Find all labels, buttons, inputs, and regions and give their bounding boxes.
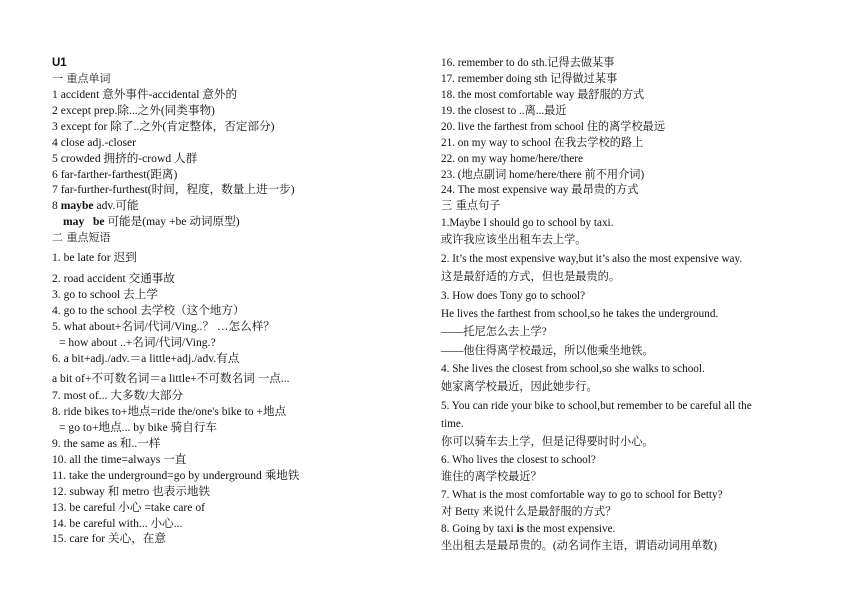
- sentence-line: 对 Betty 来说什么是最舒服的方式？: [441, 506, 617, 518]
- sentence-line: ——托尼怎么去上学?: [441, 326, 547, 338]
- sentence-line: 或许我应该坐出租车去上学。: [441, 234, 587, 246]
- sentence-line: 5. You can ride your bike to school,but remember to be careful all the: [441, 400, 752, 412]
- section-key-phrases: 二 重点短语: [52, 231, 111, 244]
- sentence-line: 她家离学校最近，因此她步行。: [441, 381, 598, 393]
- phrase-item: 12. subway 和 metro 也表示地铁: [52, 485, 211, 498]
- phrase-item: 1. be late for 迟到: [52, 251, 137, 264]
- sentence-line: 你可以骑车去上学，但是记得要时时小心。: [441, 436, 654, 448]
- word-item: 4 close adj.-closer: [52, 136, 137, 149]
- phrase-item: 15. care for 关心，在意: [52, 532, 166, 545]
- word-item: 1 accident 意外事件-accidental 意外的: [52, 88, 238, 101]
- phrase-item: 17. remember doing sth 记得做过某事: [441, 73, 618, 85]
- sentence-line: 这是最舒适的方式，但也是最贵的。: [441, 271, 621, 283]
- sentence-line: 坐出租去是最昂贵的。(动名词作主语，谓语动词用单数): [441, 540, 717, 552]
- phrase-item: 23. (地点副词 home/here/there 前不用介词): [441, 169, 645, 181]
- phrase-item: 3. go to school 去上学: [52, 288, 158, 301]
- sentence-line: 6. Who lives the closest to school?: [441, 454, 596, 466]
- word-item: 5 crowded 拥挤的-crowd 人群: [52, 152, 198, 165]
- phrase-item: 9. the same as 和..一样: [52, 437, 161, 450]
- phrase-item: 6. a bit+adj./adv.＝a little+adj./adv.有点: [52, 352, 240, 365]
- phrase-item: 24. The most expensive way 最昂贵的方式: [441, 184, 639, 196]
- sentence-line: ——他住得离学校最远，所以他乘坐地铁。: [441, 345, 654, 357]
- phrase-item: 14. be careful with... 小心...: [52, 517, 183, 530]
- phrase-item: 11. take the underground=go by underground 乘地铁: [52, 469, 300, 482]
- phrase-item: = go to+地点... by bike 骑自行车: [59, 421, 217, 434]
- phrase-item: 18. the most comfortable way 最舒服的方式: [441, 89, 645, 101]
- sentence-line: 3. How does Tony go to school?: [441, 290, 586, 302]
- word-item: 3 except for 除了..之外(肯定整体，否定部分): [52, 120, 275, 133]
- phrase-item: 19. the closest to ..离...最近: [441, 105, 567, 117]
- phrase-item: 20. live the farthest from school 住的离学校最远: [441, 121, 666, 133]
- phrase-item: 4. go to the school 去学校（这个地方）: [52, 304, 245, 317]
- phrase-item: 16. remember to do sth.记得去做某事: [441, 57, 615, 69]
- phrase-item: 13. be careful 小心 =take care of: [52, 501, 205, 514]
- phrase-item: 21. on my way to school 在我去学校的路上: [441, 137, 644, 149]
- phrase-item: 22. on my way home/here/there: [441, 153, 583, 165]
- sentence-line: 2. It’s the most expensive way,but it’s also the most expensive way.: [441, 253, 743, 265]
- phrase-item: a bit of+不可数名词＝a little+不可数名词 一点...: [52, 372, 290, 385]
- sentence-line: 4. She lives the closest from school,so she walks to school.: [441, 363, 705, 375]
- phrase-item: 7. most of... 大多数/大部分: [52, 389, 184, 402]
- phrase-item: 8. ride bikes to+地点=ride the/one's bike to +地点: [52, 405, 287, 418]
- sentence-line: 1.Maybe I should go to school by taxi.: [441, 217, 614, 229]
- section-key-sentences: 三 重点句子: [441, 199, 501, 212]
- sentence-line: 谁住的离学校最近？: [441, 471, 542, 483]
- unit-heading: U1: [52, 57, 67, 69]
- sentence-line: He lives the farthest from school,so he takes the underground.: [441, 308, 719, 320]
- word-item: 7 far-further-furthest(时间，程度，数量上进一步): [52, 183, 295, 196]
- word-item: 6 far-farther-farthest(距离): [52, 168, 178, 181]
- section-key-words: 一 重点单词: [52, 72, 111, 85]
- phrase-item: 10. all the time=always 一直: [52, 453, 187, 466]
- word-item: 2 except prep.除...之外(同类事物): [52, 104, 215, 117]
- word-item-maybe: 8 maybe adv.可能: [52, 199, 139, 212]
- sentence-line-8: 8. Going by taxi is the most expensive.: [441, 523, 616, 535]
- phrase-item: 5. what about+名词/代词/Ving..？ …怎么样？: [52, 320, 275, 333]
- word-item-may-be: may be 可能是(may +be 动词原型): [63, 215, 240, 228]
- sentence-line: time.: [441, 418, 464, 430]
- phrase-item: 2. road accident 交通事故: [52, 272, 175, 285]
- phrase-item: = how about ..+名词/代词/Ving.?: [59, 336, 216, 349]
- sentence-line: 7. What is the most comfortable way to go to school for Betty?: [441, 489, 723, 501]
